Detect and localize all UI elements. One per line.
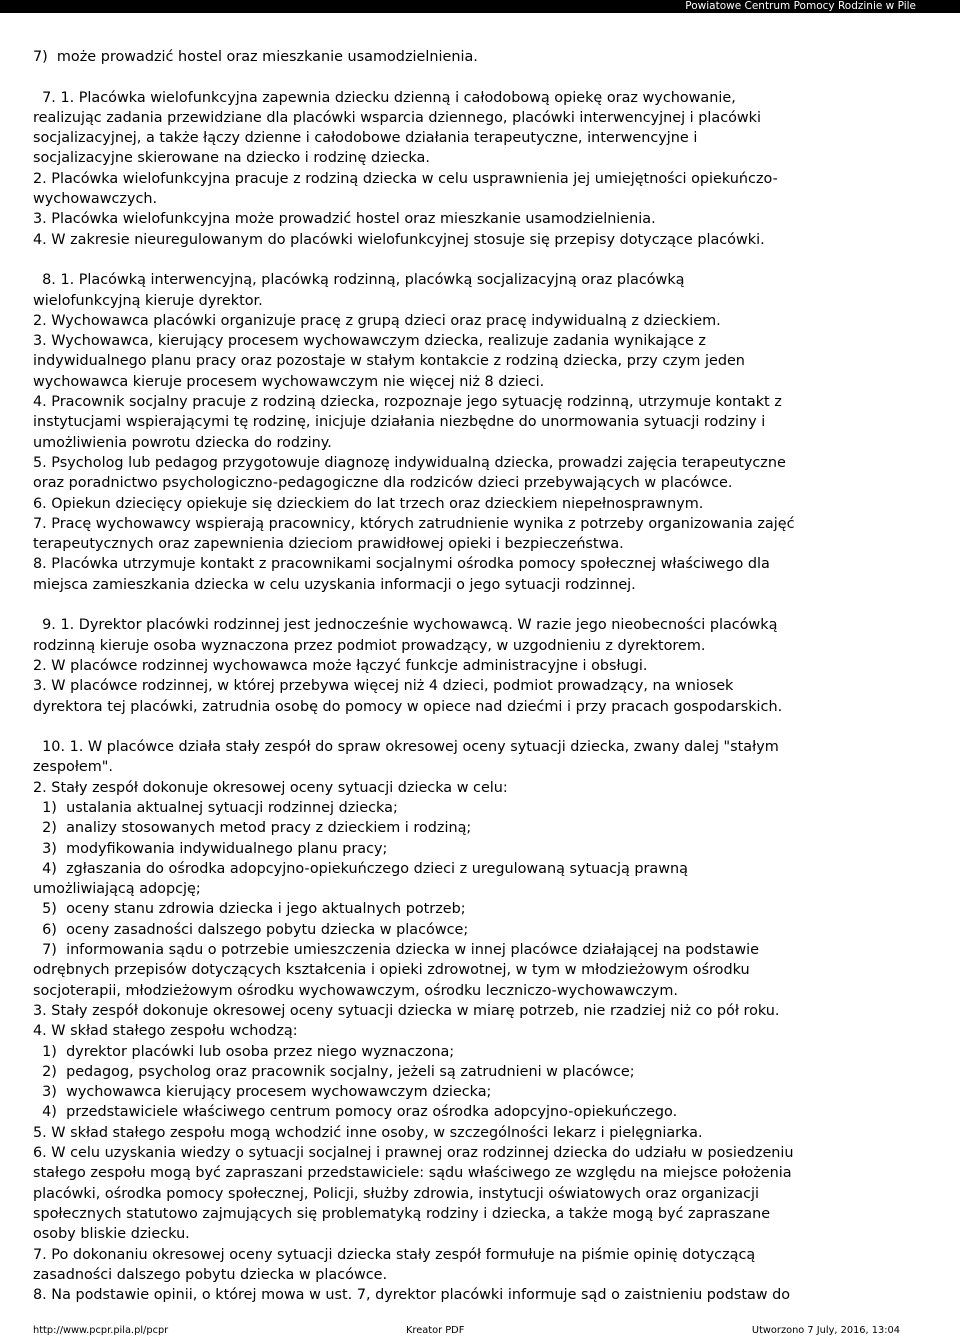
text-line: 5. Psycholog lub pedagog przygotowuje diagnozę indywidualną dziecka, prowadzi zajęcia terapeutyczne (33, 454, 786, 471)
text-line: placówki, ośrodka pomocy społecznej, Policji, służby zdrowia, instytucji oświatowych oraz organizacji (33, 1185, 760, 1202)
text-line: 4. Pracownik socjalny pracuje z rodziną dziecka, rozpoznaje jego sytuację rodzinną, utrzymuje kontakt z (33, 394, 782, 411)
text-line: umożliwienia powrotu dziecka do rodziny. (33, 434, 332, 451)
text-line: socjoterapii, młodzieżowym ośrodku wychowawczym, ośrodku leczniczo-wychowawczym. (33, 982, 678, 999)
text-line: realizując zadania przewidziane dla placówki wsparcia dziennego, placówki interwencyjnej i placówki (33, 109, 762, 126)
text-line: odrębnych przepisów dotyczących kształcenia i opieki zdrowotnej, w tym w młodzieżowym ośrodku (33, 962, 750, 979)
text-line: 7. Po dokonaniu okresowej oceny sytuacji dziecka stały zespół formułuje na piśmie opinię dotyczącą (33, 1246, 756, 1263)
text-line: 4) zgłaszania do ośrodka adopcyjno-opiekuńczego dzieci z uregulowaną sytuacją prawną (33, 860, 688, 877)
text-line: 3) modyfikowania indywidualnego planu pracy; (33, 840, 388, 857)
footer-creator: Kreator PDF (406, 1325, 465, 1336)
text-line: 6) oceny zasadności dalszego pobytu dziecka w placówce; (33, 921, 469, 938)
text-line: 6. W celu uzyskania wiedzy o sytuacji socjalnej i prawnej oraz rodzinnej dziecka do udziału w posiedzeniu (33, 1145, 794, 1162)
text-line: społecznych statutowo zajmujących się problematyką rodziny i dziecka, a także mogą być zapraszane (33, 1205, 771, 1222)
text-line: 3. Wychowawca, kierujący procesem wychowawczym dziecka, realizuje zadania wynikające z (33, 333, 706, 350)
text-line: indywidualnego planu pracy oraz pozostaje w stałym kontakcie z rodziną dziecka, przy czym jeden (33, 353, 745, 370)
text-line: 7. 1. Placówka wielofunkcyjna zapewnia dziecku dzienną i całodobową opiekę oraz wychowanie, (33, 89, 736, 106)
text-line: 1) dyrektor placówki lub osoba przez niego wyznaczona; (33, 1043, 455, 1060)
header-title: Powiatowe Centrum Pomocy Rodzinie w Pile (685, 0, 916, 12)
text-line: 2. W placówce rodzinnej wychowawca może łączyć funkcje administracyjne i obsługi. (33, 657, 648, 674)
text-line: 3. Placówka wielofunkcyjna może prowadzić hostel oraz mieszkanie usamodzielnienia. (33, 211, 656, 228)
text-line: oraz poradnictwo psychologiczno-pedagogiczne dla rodziców dzieci przebywających w placówce. (33, 475, 733, 492)
text-line: 7) informowania sądu o potrzebie umieszczenia dziecka w innej placówce działającej na podstawie (33, 942, 759, 959)
text-line: 3) wychowawca kierujący procesem wychowawczym dziecka; (33, 1084, 492, 1101)
text-line: 3. W placówce rodzinnej, w której przebywa więcej niż 4 dzieci, podmiot prowadzący, na wniosek (33, 678, 734, 695)
text-line: 6. Opiekun dziecięcy opiekuje się dzieckiem do lat trzech oraz dzieckiem niepełnosprawnym. (33, 495, 704, 512)
text-line: 5. W skład stałego zespołu mogą wchodzić inne osoby, w szczególności lekarz i pielęgniarka. (33, 1124, 703, 1141)
text-line: 7. Pracę wychowawcy wspierają pracownicy, których zatrudnienie wynika z potrzeby organizowania zajęć (33, 515, 795, 532)
footer-url[interactable]: http://www.pcpr.pila.pl/pcpr (33, 1325, 169, 1336)
text-line: wychowawczych. (33, 191, 158, 208)
text-line: miejsca zamieszkania dziecka w celu uzyskania informacji o jego sytuacji rodzinnej. (33, 576, 636, 593)
text-line: 3. Stały zespół dokonuje okresowej oceny sytuacji dziecka w miarę potrzeb, nie rzadziej niż co pół roku. (33, 1002, 780, 1019)
text-line: 4. W zakresie nieuregulowanym do placówki wielofunkcyjnej stosuje się przepisy dotyczące placówki. (33, 231, 765, 248)
text-line: stałego zespołu mogą być zapraszani przedstawiciele: sądu właściwego ze względu na miejsce położenia (33, 1165, 792, 1182)
header-bar (0, 0, 960, 13)
text-line: 2. Stały zespół dokonuje okresowej oceny sytuacji dziecka w celu: (33, 779, 508, 796)
text-line: 4. W skład stałego zespołu wchodzą: (33, 1023, 298, 1040)
text-line: 2) pedagog, psycholog oraz pracownik socjalny, jeżeli są zatrudnieni w placówce; (33, 1063, 635, 1080)
text-line: 8. Placówka utrzymuje kontakt z pracownikami socjalnymi ośrodka pomocy społecznej właściwego dla (33, 556, 770, 573)
text-line: 5) oceny stanu zdrowia dziecka i jego aktualnych potrzeb; (33, 901, 466, 918)
text-line: 4) przedstawiciele właściwego centrum pomocy oraz ośrodka adopcyjno-opiekuńczego. (33, 1104, 678, 1121)
text-line: 1) ustalania aktualnej sytuacji rodzinnej dziecka; (33, 799, 398, 816)
text-line: socjalizacyjnej, a także łączy dzienne i całodobowe działania terapeutyczne, interwencyjne i (33, 130, 698, 147)
text-line: 9. 1. Dyrektor placówki rodzinnej jest jednocześnie wychowawcą. W razie jego nieobecności placówką (33, 617, 778, 634)
text-line: terapeutycznych oraz zapewnienia dzieciom prawidłowej opieki i bezpieczeństwa. (33, 536, 624, 553)
document-body (33, 47, 933, 1305)
text-line: 7) może prowadzić hostel oraz mieszkanie usamodzielnienia. (33, 49, 478, 65)
text-line: 8. Na podstawie opinii, o której mowa w ust. 7, dyrektor placówki informuje sąd o zaistnieniu podstaw do (33, 1287, 791, 1304)
text-line: 8. 1. Placówką interwencyjną, placówką rodzinną, placówką socjalizacyjną oraz placówką (33, 272, 685, 289)
paragraph-gap (33, 595, 933, 615)
text-line: 2) analizy stosowanych metod pracy z dzieckiem i rodziną; (33, 820, 472, 837)
text-line: rodzinną kieruje osoba wyznaczona przez podmiot prowadzący, w uzgodnieniu z dyrektorem. (33, 637, 706, 654)
paragraph-gap (33, 250, 933, 270)
text-line: umożliwiającą adopcję; (33, 881, 201, 898)
text-line: instytucjami wspierającymi tę rodzinę, inicjuje działania niezbędne do unormowania sytuacji rodziny i (33, 414, 766, 431)
text-line: 2. Placówka wielofunkcyjna pracuje z rodziną dziecka w celu usprawnienia jej umiejętności opiekuńczo- (33, 170, 778, 187)
text-line: dyrektora tej placówki, zatrudnia osobę do pomocy w opiece nad dziećmi i przy pracach gospodarskich. (33, 698, 783, 715)
text-line: zespołem". (33, 759, 113, 776)
text-line: wielofunkcyjną kieruje dyrektor. (33, 292, 263, 309)
footer-created-date: Utworzono 7 July, 2016, 13:04 (751, 1325, 900, 1336)
text-line: socjalizacyjne skierowane na dziecko i rodzinę dziecka. (33, 150, 430, 167)
text-line: 10. 1. W placówce działa stały zespół do spraw okresowej oceny sytuacji dziecka, zwany dalej "stałym (33, 739, 779, 756)
text-line: osoby bliskie dziecku. (33, 1226, 190, 1243)
text-line: 2. Wychowawca placówki organizuje pracę z grupą dzieci oraz pracę indywidualną z dzieckiem. (33, 312, 721, 329)
paragraph-gap (33, 67, 933, 87)
text-line: zasadności dalszego pobytu dziecka w placówce. (33, 1266, 388, 1283)
text-line: wychowawca kieruje procesem wychowawczym nie więcej niż 8 dzieci. (33, 373, 545, 390)
paragraph-gap (33, 717, 933, 737)
